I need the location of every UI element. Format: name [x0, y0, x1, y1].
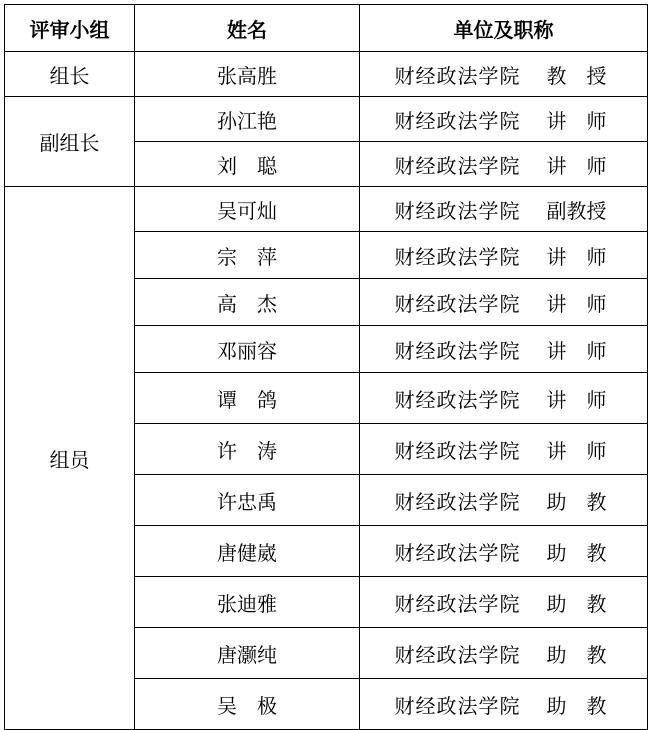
- member-unit: 财经政法学院: [394, 198, 521, 223]
- name-cell: [135, 475, 360, 526]
- member-unit: 财经政法学院: [394, 387, 521, 412]
- name-cell: [135, 373, 360, 424]
- member-title: 助 教: [546, 540, 607, 565]
- member-title: 助 教: [546, 693, 607, 718]
- name-cell: [135, 326, 360, 373]
- member-unit: 财经政法学院: [394, 153, 521, 178]
- name-cell: [135, 279, 360, 326]
- member-title: 讲 师: [546, 387, 607, 412]
- header-row: [5, 5, 648, 52]
- member-name: 张高胜: [217, 63, 277, 88]
- member-title: 教 授: [546, 63, 607, 88]
- unit-title-cell: [360, 373, 648, 424]
- member-name: 吴可灿: [217, 198, 277, 223]
- unit-title-cell: [360, 679, 648, 730]
- member-unit: 财经政法学院: [394, 244, 521, 269]
- member-name: 吴 极: [217, 693, 277, 718]
- member-unit: 财经政法学院: [394, 591, 521, 616]
- unit-title-cell: [360, 97, 648, 142]
- member-title: 讲 师: [546, 438, 607, 463]
- unit-title-cell: [360, 187, 648, 232]
- member-name: 唐健崴: [217, 540, 277, 565]
- name-cell: [135, 52, 360, 97]
- member-name: 刘 聪: [217, 153, 277, 178]
- member-title: 讲 师: [546, 244, 607, 269]
- member-title: 讲 师: [546, 153, 607, 178]
- group-cell-deputy: 副组长: [5, 97, 135, 187]
- member-unit: 财经政法学院: [394, 540, 521, 565]
- member-name: 宗 萍: [217, 244, 277, 269]
- member-title: 讲 师: [546, 108, 607, 133]
- unit-title-cell: [360, 279, 648, 326]
- member-name: 邓丽容: [217, 338, 277, 363]
- name-cell: [135, 628, 360, 679]
- name-cell: [135, 232, 360, 279]
- member-title: 讲 师: [546, 338, 607, 363]
- name-cell: [135, 424, 360, 475]
- member-unit: 财经政法学院: [394, 693, 521, 718]
- name-cell: [135, 526, 360, 577]
- member-name: 张迪雅: [217, 591, 277, 616]
- unit-title-cell: [360, 526, 648, 577]
- table-row: [5, 97, 648, 142]
- member-name: 高 杰: [217, 291, 277, 316]
- member-title: 助 教: [546, 591, 607, 616]
- header-group: 评审小组: [5, 5, 135, 52]
- member-name: 孙江艳: [217, 108, 277, 133]
- member-name: 许忠禹: [217, 489, 277, 514]
- member-name: 谭 鸽: [217, 387, 277, 412]
- member-name: 许 涛: [217, 438, 277, 463]
- name-cell: [135, 187, 360, 232]
- group-cell-leader: 组长: [5, 52, 135, 97]
- member-title: 副教授: [546, 198, 607, 223]
- unit-title-cell: [360, 424, 648, 475]
- table-row: [5, 187, 648, 232]
- group-cell-member: 组员: [5, 187, 135, 730]
- unit-title-cell: [360, 142, 648, 187]
- name-cell: [135, 142, 360, 187]
- member-unit: 财经政法学院: [394, 438, 521, 463]
- unit-title-cell: [360, 577, 648, 628]
- member-unit: 财经政法学院: [394, 489, 521, 514]
- member-unit: 财经政法学院: [394, 338, 521, 363]
- unit-title-cell: [360, 475, 648, 526]
- member-unit: 财经政法学院: [394, 642, 521, 667]
- member-unit: 财经政法学院: [394, 63, 521, 88]
- member-title: 助 教: [546, 642, 607, 667]
- review-panel-table: [4, 4, 648, 730]
- member-title: 讲 师: [546, 291, 607, 316]
- unit-title-cell: [360, 232, 648, 279]
- member-unit: 财经政法学院: [394, 291, 521, 316]
- header-name: 姓名: [135, 5, 360, 52]
- name-cell: [135, 577, 360, 628]
- name-cell: [135, 97, 360, 142]
- member-name: 唐灏纯: [217, 642, 277, 667]
- member-unit: 财经政法学院: [394, 108, 521, 133]
- header-unit-title: 单位及职称: [360, 5, 648, 52]
- unit-title-cell: [360, 628, 648, 679]
- member-title: 助 教: [546, 489, 607, 514]
- table-row: [5, 52, 648, 97]
- name-cell: [135, 679, 360, 730]
- unit-title-cell: [360, 326, 648, 373]
- unit-title-cell: [360, 52, 648, 97]
